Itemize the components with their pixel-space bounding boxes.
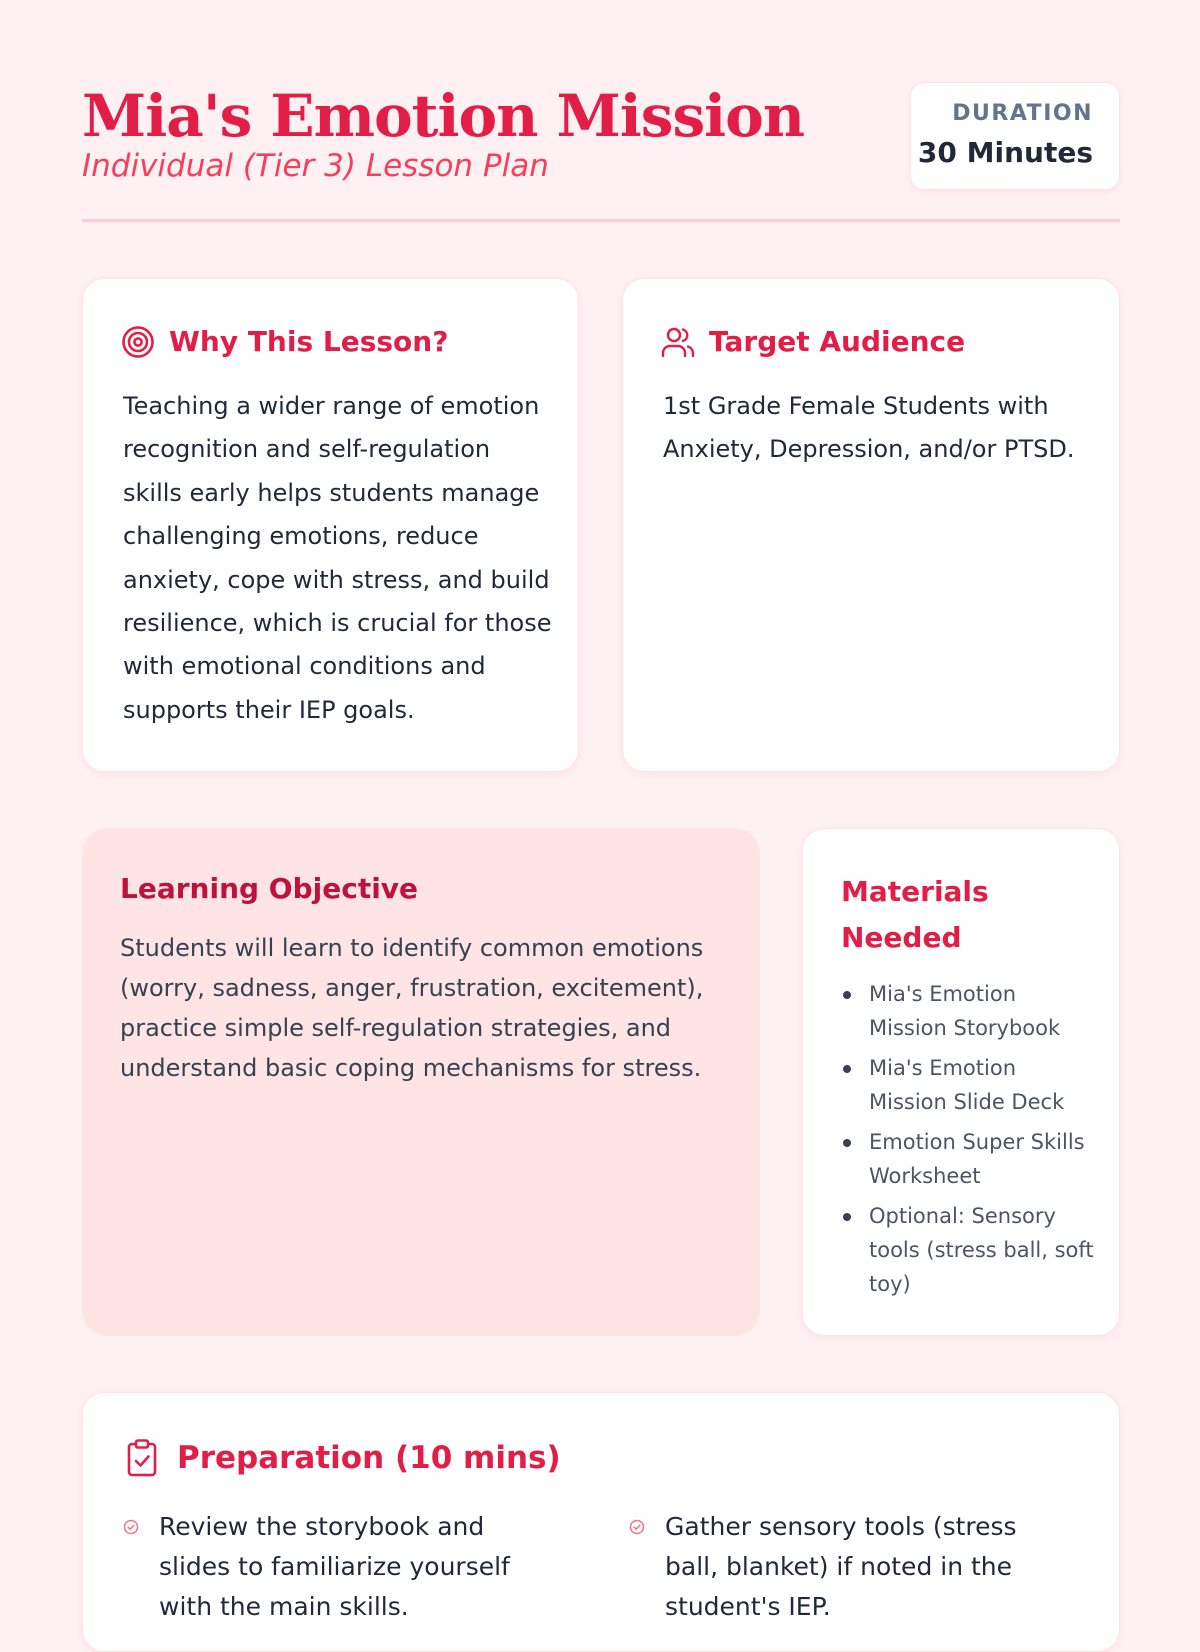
- why-text: Teaching a wider range of emotion recognition and self-regulation skills early helps students manage challenging emotions, reduce anxiety, cope with stress, and build resilience, which is crucial for those with emotional conditions and supports their IEP goals.: [123, 392, 552, 724]
- list-item: Mia's Emotion Mission Slide Deck: [869, 1051, 1099, 1119]
- preparation-item-text: Review the storybook and slides to familiarize yourself with the main skills.: [159, 1512, 510, 1621]
- audience-title: Target Audience: [709, 325, 966, 358]
- check-circle-icon: [629, 1519, 645, 1535]
- preparation-item-text: Gather sensory tools (stress ball, blanket) if noted in the student's IEP.: [665, 1512, 1017, 1621]
- materials-title: Materials Needed: [841, 875, 989, 954]
- preparation-title: Preparation (10 mins): [177, 1440, 561, 1476]
- header: [82, 80, 1120, 222]
- list-item: Emotion Super Skills Worksheet: [869, 1125, 1099, 1193]
- duration-badge: [910, 82, 1120, 190]
- audience-text: 1st Grade Female Students with Anxiety, Depression, and/or PTSD.: [663, 392, 1075, 464]
- why-title: Why This Lesson?: [169, 325, 449, 358]
- list-item: [159, 1507, 559, 1627]
- audience-card: [622, 278, 1120, 772]
- lesson-plan-page: [82, 0, 1120, 1621]
- preparation-card: [82, 1392, 1120, 1652]
- target-icon: [121, 325, 155, 359]
- materials-list: [869, 977, 1099, 1307]
- page-subtitle: Individual (Tier 3) Lesson Plan: [82, 148, 549, 184]
- users-icon: [661, 325, 695, 359]
- why-card: [82, 278, 579, 772]
- objective-title: Learning Objective: [120, 872, 419, 905]
- list-item: Optional: Sensory tools (stress ball, soft toy): [869, 1199, 1099, 1301]
- materials-card: [802, 828, 1120, 1336]
- objective-text: Students will learn to identify common emotions (worry, sadness, anger, frustration, excitement), practice simple self-regulation strategies, and understand basic coping mechanisms for stress.: [120, 934, 704, 1082]
- objective-card: [82, 828, 760, 1336]
- clipboard-check-icon: [125, 1439, 159, 1477]
- duration-value: 30 Minutes: [917, 136, 1093, 169]
- duration-label: DURATION: [952, 101, 1093, 126]
- page-title: Mia's Emotion Mission: [82, 82, 804, 150]
- list-item: Mia's Emotion Mission Storybook: [869, 977, 1099, 1045]
- list-item: [665, 1507, 1075, 1627]
- check-circle-icon: [123, 1519, 139, 1535]
